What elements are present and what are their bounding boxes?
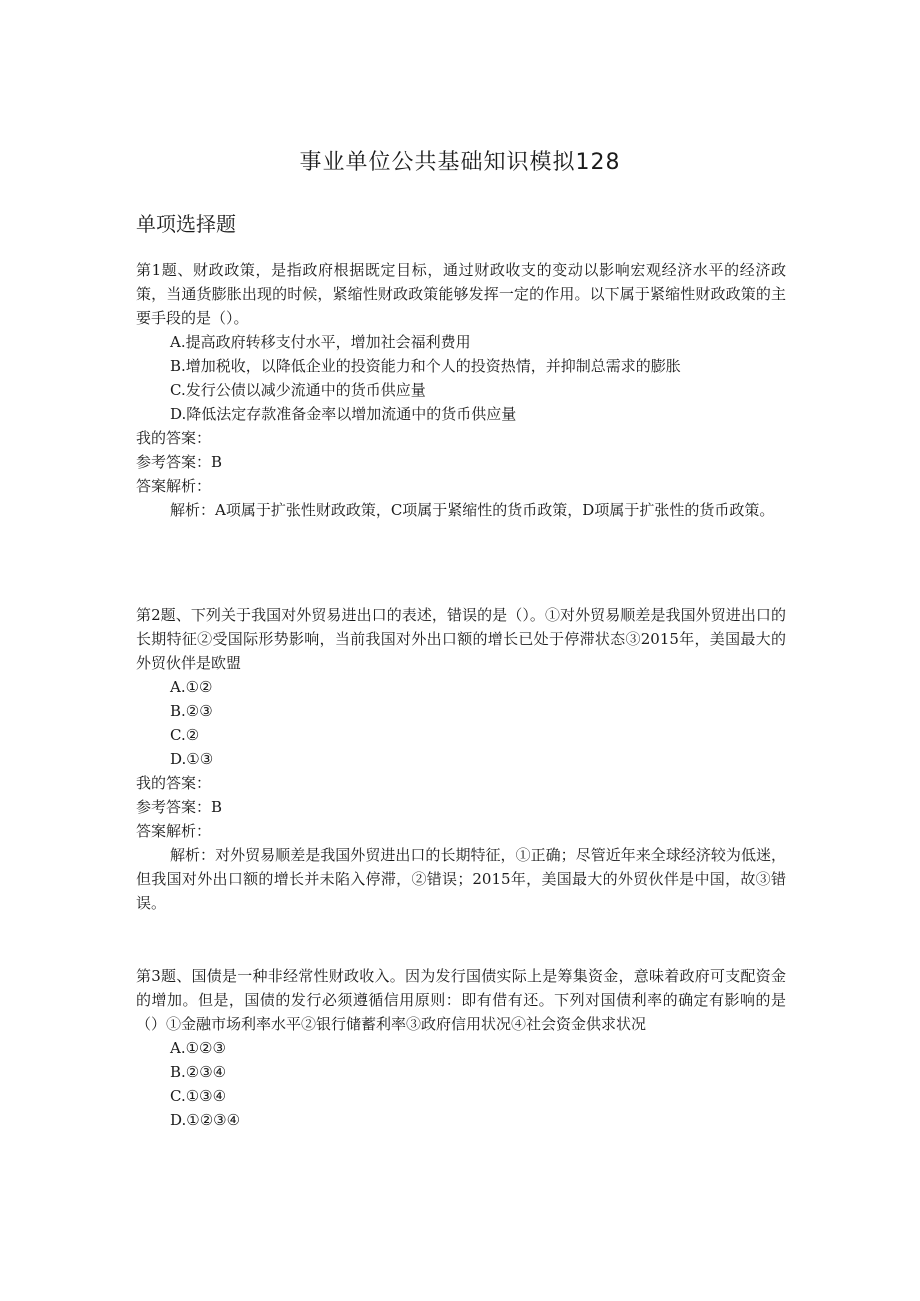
option-c: C.发行公债以减少流通中的货币供应量 <box>170 381 426 399</box>
question-stem: 第3题、国债是一种非经常性财政收入。因为发行国债实际上是筹集资金，意味着政府可支配资金的增加。但是，国债的发行必须遵循信用原则：即有借有还。下列对国债利率的确定有影响的是（）①金融市场利率水平②银行储蓄利率③政府信用状况④社会资金供求状况 <box>136 967 786 1033</box>
analysis-text: 解析：A项属于扩张性财政政策，C项属于紧缩性的货币政策，D项属于扩张性的货币政策。 <box>170 501 775 519</box>
option-c: C.② <box>170 726 200 744</box>
option-d: D.①③ <box>170 750 214 768</box>
analysis-text: 解析：对外贸易顺差是我国外贸进出口的长期特征，①正确；尽管近年来全球经济较为低迷，但我国对外出口额的增长并未陷入停滞，②错误；2015年，美国最大的外贸伙伴是中国，故③错误。 <box>136 846 786 912</box>
option-b: B.②③ <box>170 702 213 720</box>
option-b: B.②③④ <box>170 1063 227 1081</box>
page-title: 事业单位公共基础知识模拟128 <box>299 150 621 175</box>
option-a: A.提高政府转移支付水平，增加社会福利费用 <box>170 333 471 351</box>
question-stem: 第2题、下列关于我国对外贸易进出口的表述，错误的是（）。①对外贸易顺差是我国外贸进出口的长期特征②受国际形势影响，当前我国对外出口额的增长已处于停滞状态③2015年，美国最大的外贸伙伴是欧盟 <box>136 606 786 672</box>
option-d: D.降低法定存款准备金率以增加流通中的货币供应量 <box>170 405 517 423</box>
section-heading: 单项选择题 <box>136 212 236 236</box>
reference-answer: 参考答案：B <box>136 798 223 816</box>
option-a: A.①② <box>170 678 213 696</box>
option-a: A.①②③ <box>170 1039 226 1057</box>
my-answer-label: 我的答案： <box>136 774 212 792</box>
analysis-label: 答案解析： <box>136 477 212 495</box>
question-3 <box>136 964 786 1132</box>
my-answer-label: 我的答案： <box>136 429 212 447</box>
option-b: B.增加税收，以降低企业的投资能力和个人的投资热情，并抑制总需求的膨胀 <box>170 357 681 375</box>
analysis-label: 答案解析： <box>136 822 212 840</box>
question-2 <box>136 603 786 915</box>
option-d: D.①②③④ <box>170 1111 241 1129</box>
reference-answer: 参考答案：B <box>136 453 223 471</box>
question-1 <box>136 258 786 522</box>
option-c: C.①③④ <box>170 1087 227 1105</box>
question-stem: 第1题、财政政策，是指政府根据既定目标，通过财政收支的变动以影响宏观经济水平的经济政策，当通货膨胀出现的时候，紧缩性财政政策能够发挥一定的作用。以下属于紧缩性财政政策的主要手段的是（）。 <box>136 261 786 327</box>
